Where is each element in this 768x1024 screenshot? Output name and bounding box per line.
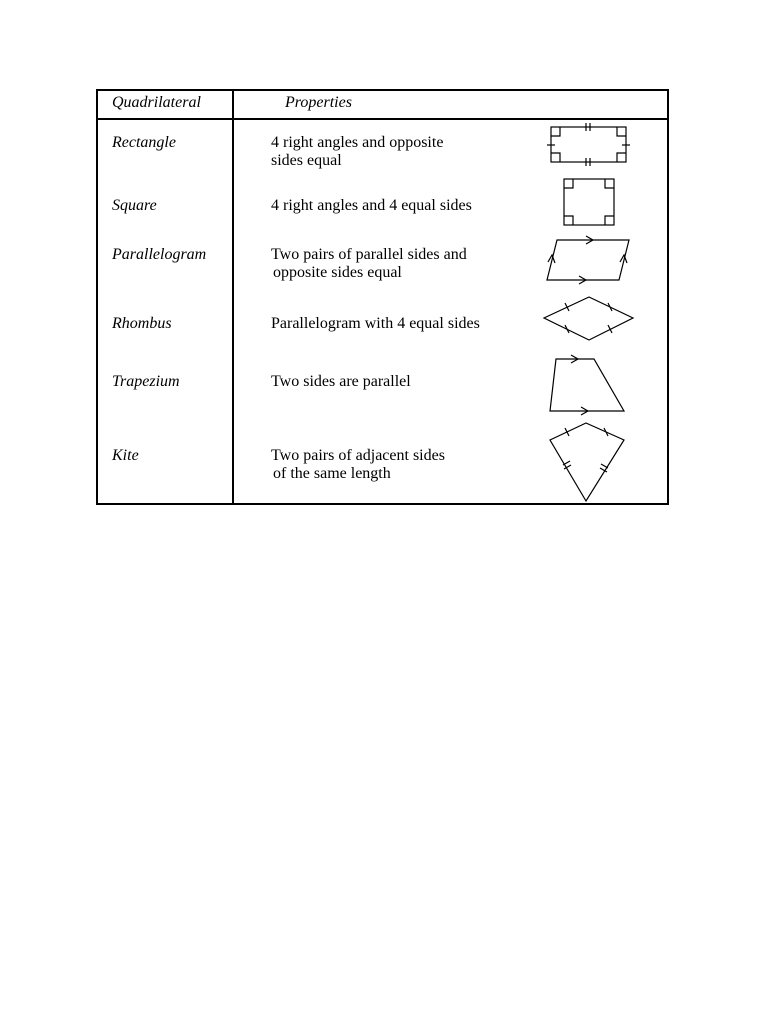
parallelogram-icon [547,236,629,284]
row-name-parallelogram: Parallelogram [112,246,207,263]
property-line: 4 right angles and opposite [271,134,444,151]
property-line: Two pairs of adjacent sides [271,447,445,464]
row-name-kite: Kite [112,447,139,464]
property-line: Two sides are parallel [271,373,411,390]
row-name-square: Square [112,197,157,214]
square-icon [564,179,614,225]
shapes-layer [98,91,671,507]
property-line: Parallelogram with 4 equal sides [271,315,480,332]
row-name-rhombus: Rhombus [112,315,172,332]
property-line: 4 right angles and 4 equal sides [271,197,472,214]
property-line: Two pairs of parallel sides and [271,246,467,263]
header-properties: Properties [285,94,352,111]
quadrilateral-table [96,89,669,505]
kite-icon [550,423,624,501]
row-name-rectangle: Rectangle [112,134,176,151]
trapezium-icon [550,355,624,415]
rhombus-icon [544,297,633,340]
property-line: sides equal [271,152,342,169]
property-line: opposite sides equal [273,264,402,281]
rectangle-icon [547,123,630,166]
header-quadrilateral: Quadrilateral [112,94,201,111]
row-name-trapezium: Trapezium [112,373,180,390]
property-line: of the same length [273,465,391,482]
